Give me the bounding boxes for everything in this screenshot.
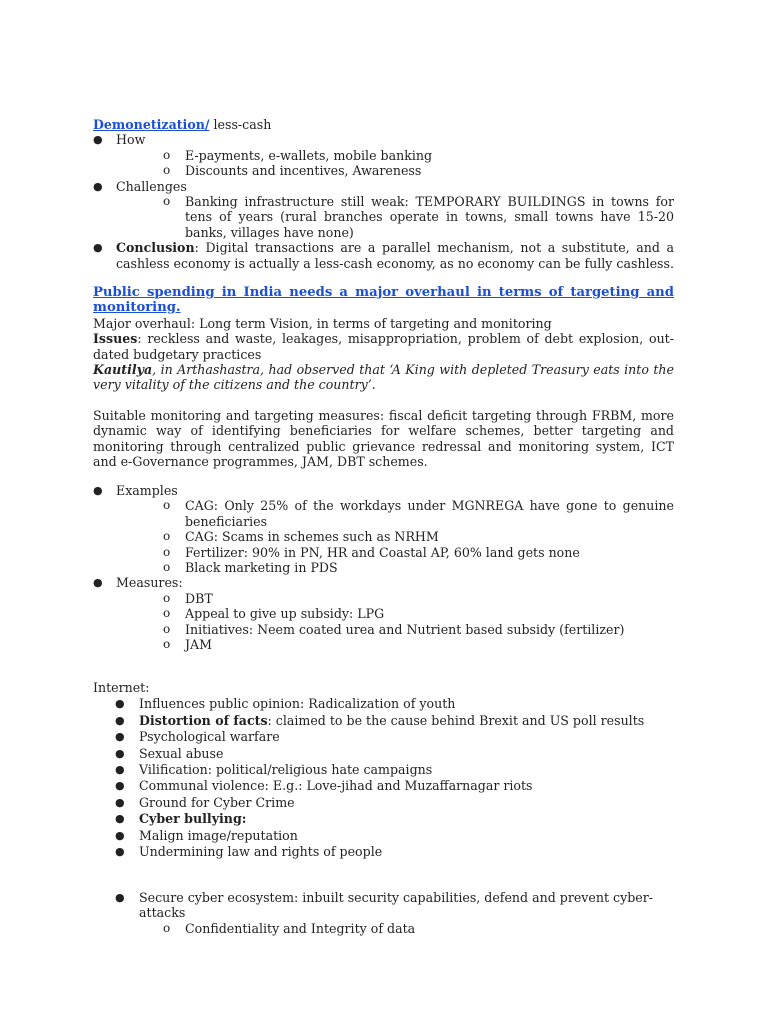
list-item: [93, 729, 674, 745]
sub-bullet-icon: o: [163, 498, 171, 513]
bullet-icon: ●: [115, 697, 125, 711]
list-item: [93, 890, 674, 921]
list-item: [93, 194, 674, 240]
bullet-icon: ●: [115, 713, 125, 727]
list-item-text: CAG: Scams in schemes such as NRHM: [185, 529, 439, 545]
list-item: [93, 921, 674, 936]
list-item: [93, 606, 674, 621]
bullet-icon: ●: [115, 828, 125, 842]
list-item: [93, 696, 674, 712]
list-item-text: DBT: [185, 590, 213, 606]
examples-item: [93, 483, 674, 498]
list-item-text: Confidentiality and Integrity of data: [185, 920, 416, 936]
list-item-text: JAM: [185, 637, 213, 653]
bullet-icon: ●: [115, 746, 125, 760]
list-item: [93, 762, 674, 778]
bullying-label: Cyber bullying: [139, 811, 242, 827]
examples-label: Examples: [116, 483, 178, 498]
bullying-colon: :: [241, 811, 247, 827]
list-item: [93, 746, 674, 762]
list-item-text: Malign image/reputation: [139, 827, 298, 843]
list-item-text: Influences public opinion: Radicalization of youth: [139, 696, 456, 712]
bullet-icon: ●: [93, 241, 103, 255]
measures-item: [93, 575, 674, 590]
list-item-text: Ground for Cyber Crime: [139, 794, 295, 810]
list-item: [93, 163, 674, 178]
how-item: [93, 132, 674, 147]
bullet-icon: ●: [93, 576, 103, 590]
list-item-text: Secure cyber ecosystem: inbuilt security capabilities, defend and prevent cyber-attacks: [139, 890, 654, 921]
sub-bullet-icon: o: [163, 163, 171, 178]
list-item-text: Undermining law and rights of people: [139, 844, 383, 860]
spacer: [93, 393, 674, 408]
public-spending-section: [93, 285, 674, 469]
list-item: [93, 148, 674, 163]
list-item: [93, 637, 674, 652]
examples-section: [93, 483, 674, 652]
conclusion-text: : Digital transactions are a parallel mechanism, not a substitute, and a cashless economy is actually a less-cash economy, as no economy can be fully cashless.: [116, 240, 674, 271]
list-item-text: Appeal to give up subsidy: LPG: [185, 606, 385, 622]
list-item: [93, 622, 674, 637]
list-item: [93, 498, 674, 529]
overhaul-line: Major overhaul: Long term Vision, in terms of targeting and monitoring: [93, 315, 552, 331]
list-item-text: Vilification: political/religious hate campaigns: [139, 762, 433, 778]
list-item: [93, 795, 674, 811]
list-item: [93, 545, 674, 560]
quote-text: , in Arthashastra, had observed that ‘A King with depleted Treasury eats into the very vitality of the citizens and the country’.: [93, 362, 674, 393]
list-item-text: Communal violence: E.g.: Love-jihad and Muzaffarnagar riots: [139, 778, 533, 794]
monitoring-paragraph: Suitable monitoring and targeting measures: fiscal deficit targeting through FRBM, more dynamic way of identifying beneficiaries for welfare schemes, better targeting and monitoring through centralized public grievance redressal and monitoring system, ICT and e-Governance programmes, JAM, DBT schemes.: [93, 407, 674, 470]
issues-paragraph: [93, 331, 674, 362]
conclusion-item: [93, 240, 674, 271]
sub-bullet-icon: o: [163, 590, 171, 605]
issues-text: : reckless and waste, leakages, misappropriation, problem of debt explosion, out-dated budgetary practices: [93, 331, 674, 362]
bullet-icon: ●: [115, 891, 125, 904]
sub-bullet-icon: o: [163, 529, 171, 544]
list-item-text: Sexual abuse: [139, 745, 224, 761]
challenges-label: Challenges: [116, 178, 187, 194]
list-item: [93, 529, 674, 544]
demonetization-heading-line: [93, 117, 674, 132]
bullet-icon: ●: [115, 730, 125, 744]
sub-bullet-icon: o: [163, 560, 171, 575]
distortion-text: : claimed to be the cause behind Brexit and US poll results: [267, 712, 645, 728]
sub-bullet-icon: o: [163, 637, 171, 652]
bullet-icon: ●: [93, 133, 103, 147]
heading-suffix: less-cash: [209, 117, 272, 132]
issues-label: Issues: [93, 331, 138, 347]
kautilya-quote: [93, 362, 674, 393]
bullet-icon: ●: [115, 812, 125, 826]
list-item-text: Banking infrastructure still weak: TEMPORARY BUILDINGS in towns for tens of years (rural branches operate in towns, small towns have 15-20 banks, villages have none): [185, 194, 674, 240]
internet-section: [93, 680, 674, 860]
list-item-text: CAG: Only 25% of the workdays under MGNREGA have gone to genuine beneficiaries: [185, 498, 674, 529]
list-item: [93, 811, 674, 827]
list-item: [93, 828, 674, 844]
list-item-text: Black marketing in PDS: [185, 560, 338, 576]
sub-bullet-icon: o: [163, 606, 171, 621]
list-item-text: Discounts and incentives, Awareness: [185, 163, 422, 179]
distortion-label: Distortion of facts: [139, 712, 268, 728]
bullet-icon: ●: [93, 484, 103, 497]
list-item-text: Fertilizer: 90% in PN, HR and Coastal AP, 60% land gets none: [185, 544, 580, 560]
cyber-section: [93, 890, 674, 936]
kautilya-name: Kautilya: [93, 362, 153, 378]
sub-bullet-icon: o: [163, 621, 171, 636]
demonetization-section: [93, 117, 674, 271]
list-item: [93, 778, 674, 794]
sub-bullet-icon: o: [163, 194, 171, 209]
list-item-text: Initiatives: Neem coated urea and Nutrient based subsidy (fertilizer): [185, 621, 625, 637]
conclusion-label: Conclusion: [116, 240, 195, 256]
bullet-icon: ●: [115, 779, 125, 793]
bullet-icon: ●: [115, 845, 125, 859]
measures-label: Measures:: [116, 575, 183, 591]
sub-bullet-icon: o: [163, 920, 171, 935]
list-item-text: E-payments, e-wallets, mobile banking: [185, 147, 433, 163]
list-item: [93, 844, 674, 860]
demonetization-link[interactable]: Demonetization/: [93, 117, 210, 132]
list-item: [93, 591, 674, 606]
bullet-icon: ●: [115, 795, 125, 809]
internet-heading: Internet:: [93, 680, 150, 695]
list-item: [93, 560, 674, 575]
list-item-text: Psychological warfare: [139, 729, 280, 745]
how-label: How: [116, 132, 146, 148]
bullet-icon: ●: [93, 179, 103, 193]
challenges-item: [93, 179, 674, 194]
list-item: [93, 713, 674, 729]
public-spending-heading-link[interactable]: Public spending in India needs a major overhaul in terms of targeting and monitoring.: [93, 285, 674, 316]
sub-bullet-icon: o: [163, 147, 171, 162]
sub-bullet-icon: o: [163, 544, 171, 559]
bullet-icon: ●: [115, 763, 125, 777]
